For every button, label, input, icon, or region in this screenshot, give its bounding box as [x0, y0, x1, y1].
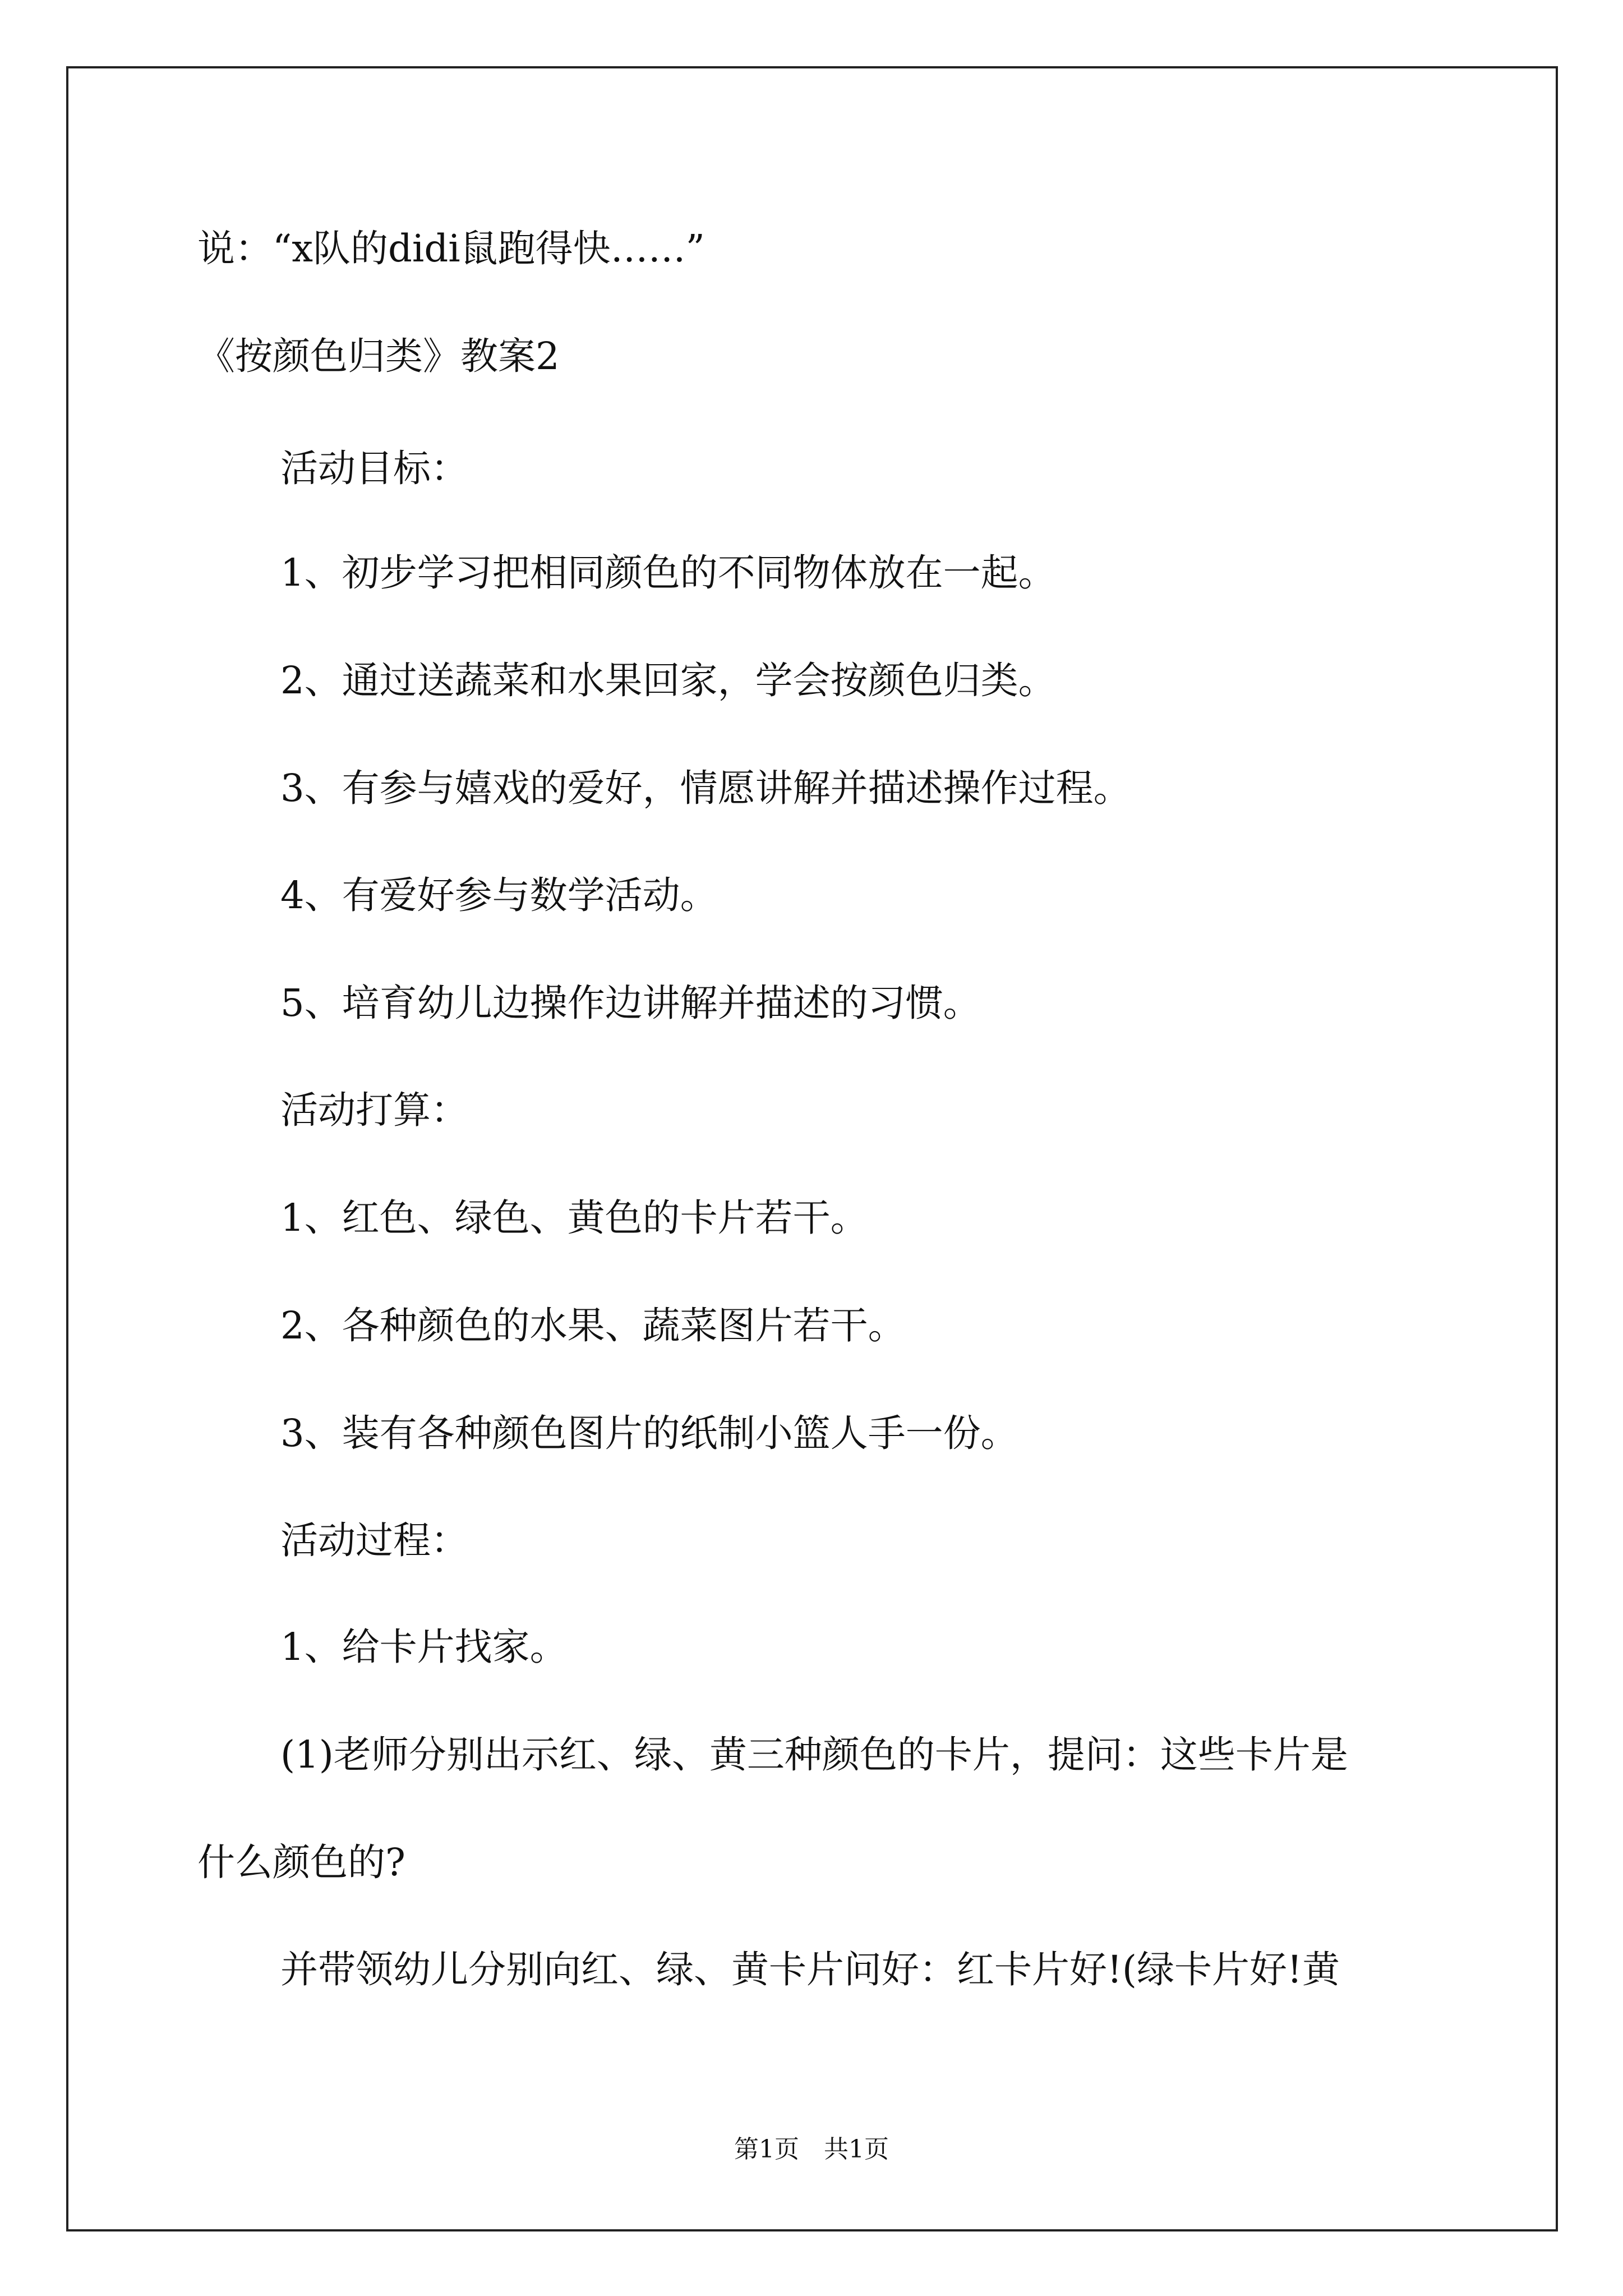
goal-item-5: 5、培育幼儿边操作边讲解并描述的习惯。 [280, 981, 981, 1025]
preparation-item-2: 2、各种颜色的水果、蔬菜图片若干。 [280, 1304, 906, 1347]
process-text-line-3: 并带领幼儿分别向红、绿、黄卡片问好：红卡片好!(绿卡片好!黄 [280, 1948, 1340, 1991]
preparation-item-3: 3、装有各种颜色图片的纸制小篮人手一份。 [280, 1411, 1018, 1455]
section-heading-goals: 活动目标： [280, 447, 468, 490]
page-border [66, 66, 1558, 2231]
process-step-1: 1、给卡片找家。 [280, 1625, 568, 1669]
document-title: 《按颜色归类》教案2 [197, 334, 560, 378]
section-heading-process: 活动过程： [280, 1519, 468, 1562]
text-line-1: 说：“x队的didi鼠跑得快……” [197, 227, 705, 270]
preparation-item-1: 1、红色、绿色、黄色的卡片若干。 [280, 1196, 868, 1240]
goal-item-4: 4、有爱好参与数学活动。 [280, 873, 718, 917]
goal-item-1: 1、初步学习把相同颜色的不同物体放在一起。 [280, 551, 1056, 595]
goal-item-2: 2、通过送蔬菜和水果回家，学会按颜色归类。 [280, 659, 1056, 702]
process-text-line-2: 什么颜色的? [197, 1841, 405, 1884]
process-text-line-1: (1)老师分别出示红、绿、黄三种颜色的卡片，提问：这些卡片是 [280, 1733, 1348, 1777]
page-footer: 第1页 共1页 [734, 2135, 889, 2164]
goal-item-3: 3、有参与嬉戏的爱好，情愿讲解并描述操作过程。 [280, 766, 1131, 810]
section-heading-preparation: 活动打算： [280, 1088, 468, 1132]
